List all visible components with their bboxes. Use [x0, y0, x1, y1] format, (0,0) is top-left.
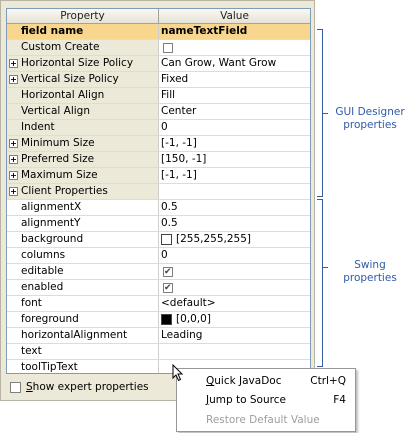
property-name: [7, 328, 159, 343]
gui-designer-brace-tick: [322, 113, 328, 114]
property-value-text: 0.5: [161, 217, 178, 229]
property-value-text: Fixed: [161, 73, 189, 85]
table-body: [7, 24, 310, 374]
property-value[interactable]: [159, 56, 310, 71]
property-name-text: enabled: [21, 281, 64, 293]
property-name: [7, 168, 159, 183]
property-name-text: background: [21, 233, 84, 245]
property-name-text: font: [21, 297, 42, 309]
property-name: [7, 216, 159, 231]
shortcut-label: F4: [333, 394, 346, 406]
property-name-text: Vertical Size Policy: [21, 73, 119, 85]
property-value-text: [-1, -1]: [161, 169, 197, 181]
property-value[interactable]: [159, 216, 310, 231]
property-name-text: Horizontal Align: [21, 89, 105, 101]
property-name: [7, 312, 159, 327]
property-name: [7, 136, 159, 151]
swing-brace-tick: [322, 267, 328, 268]
table-row[interactable]: [7, 216, 310, 232]
property-name-text: toolTipText: [21, 361, 78, 373]
table-row[interactable]: [7, 344, 310, 360]
property-name: [7, 248, 159, 263]
swing-brace: [317, 199, 323, 367]
property-value[interactable]: [159, 88, 310, 103]
value-checkbox[interactable]: [163, 43, 173, 53]
swing-annotation: Swing properties: [343, 259, 397, 284]
property-value[interactable]: [159, 312, 310, 327]
table-row[interactable]: [7, 328, 310, 344]
property-value[interactable]: [159, 328, 310, 343]
property-value[interactable]: [159, 40, 310, 55]
property-value[interactable]: [159, 168, 310, 183]
property-value[interactable]: [159, 344, 310, 359]
property-name-text: alignmentX: [21, 201, 82, 213]
shortcut-label: Ctrl+Q: [310, 375, 346, 387]
menu-item-jump-to-source[interactable]: Jump to Source F4: [206, 394, 346, 406]
property-value-text: Center: [161, 105, 197, 117]
show-expert-properties[interactable]: [10, 381, 149, 393]
property-value[interactable]: [159, 296, 310, 311]
property-value[interactable]: [159, 184, 310, 199]
property-value-text: Can Grow, Want Grow: [161, 57, 277, 69]
property-value[interactable]: [159, 280, 310, 295]
table-row[interactable]: [7, 280, 310, 296]
table-row[interactable]: [7, 120, 310, 136]
table-row[interactable]: [7, 168, 310, 184]
table-row[interactable]: [7, 24, 310, 40]
property-name-text: Client Properties: [21, 185, 108, 197]
property-value[interactable]: [159, 152, 310, 167]
property-name: [7, 56, 159, 71]
table-row[interactable]: [7, 200, 310, 216]
property-name-text: field name: [21, 25, 84, 37]
table-row[interactable]: [7, 104, 310, 120]
property-value[interactable]: [159, 104, 310, 119]
table-row[interactable]: [7, 184, 310, 200]
property-value[interactable]: [159, 200, 310, 215]
mouse-cursor-icon: [172, 364, 184, 382]
expand-icon[interactable]: +: [10, 171, 17, 180]
property-name: [7, 344, 159, 359]
property-name-text: columns: [21, 249, 66, 261]
property-value[interactable]: [159, 264, 310, 279]
color-swatch-icon: [161, 234, 172, 245]
property-name: [7, 184, 159, 199]
property-name-text: Indent: [21, 121, 55, 133]
property-name-text: Vertical Align: [21, 105, 90, 117]
table-row[interactable]: [7, 72, 310, 88]
property-value-text: 0: [161, 249, 168, 261]
property-name-text: horizontalAlignment: [21, 329, 128, 341]
property-value-text: Fill: [161, 89, 176, 101]
property-value-text: [255,255,255]: [176, 233, 251, 245]
property-value-text: nameTextField: [161, 25, 248, 37]
property-name-text: alignmentY: [21, 217, 81, 229]
property-name: [7, 152, 159, 167]
property-name: [7, 200, 159, 215]
property-value-text: 0: [161, 121, 168, 133]
property-name: [7, 296, 159, 311]
property-column-header[interactable]: Property: [7, 9, 159, 23]
table-row[interactable]: [7, 248, 310, 264]
property-name: [7, 120, 159, 135]
property-name: [7, 40, 159, 55]
property-table: [6, 8, 311, 374]
property-name: [7, 88, 159, 103]
property-value-text: <default>: [161, 297, 216, 309]
property-value[interactable]: [159, 248, 310, 263]
property-value-text: Leading: [161, 329, 203, 341]
expert-checkbox[interactable]: [10, 382, 21, 393]
value-checkbox[interactable]: [163, 267, 173, 277]
color-swatch-icon: [161, 314, 172, 325]
property-name: [7, 232, 159, 247]
table-row[interactable]: [7, 232, 310, 248]
property-name-text: Maximum Size: [21, 169, 98, 181]
property-name: [7, 104, 159, 119]
table-header: [7, 9, 310, 24]
value-checkbox[interactable]: [163, 283, 173, 293]
menu-item-quick-javadoc[interactable]: Quick JavaDoc Ctrl+Q: [206, 375, 346, 387]
property-name-text: Minimum Size: [21, 137, 95, 149]
property-name: [7, 264, 159, 279]
property-name-text: Custom Create: [21, 41, 100, 53]
expand-icon[interactable]: +: [10, 155, 17, 164]
table-row[interactable]: [7, 296, 310, 312]
property-name: [7, 24, 159, 39]
table-row[interactable]: [7, 136, 310, 152]
property-name-text: foreground: [21, 313, 79, 325]
property-name-text: editable: [21, 265, 64, 277]
expert-label: Show expert properties: [26, 381, 149, 393]
gui-designer-annotation: GUI Designer properties: [335, 106, 405, 131]
table-row[interactable]: [7, 40, 310, 56]
property-value[interactable]: [159, 120, 310, 135]
table-row[interactable]: [7, 152, 310, 168]
property-value[interactable]: [159, 136, 310, 151]
expand-icon[interactable]: +: [10, 75, 17, 84]
property-value[interactable]: [159, 232, 310, 247]
property-name: [7, 72, 159, 87]
property-name-text: Preferred Size: [21, 153, 95, 165]
table-row[interactable]: [7, 88, 310, 104]
property-name: [7, 360, 159, 374]
property-value-text: 0.5: [161, 201, 178, 213]
expand-icon[interactable]: +: [10, 187, 17, 196]
value-column-header[interactable]: Value: [220, 10, 249, 22]
property-name-text: text: [21, 345, 42, 357]
menu-item-restore-default-value: Restore Default Value: [206, 414, 320, 426]
property-value[interactable]: [159, 24, 310, 39]
table-row[interactable]: [7, 56, 310, 72]
property-value-text: [0,0,0]: [176, 313, 211, 325]
property-name-text: Horizontal Size Policy: [21, 57, 134, 69]
context-menu: [176, 368, 356, 432]
expand-icon[interactable]: +: [10, 59, 17, 68]
property-name: [7, 280, 159, 295]
table-row[interactable]: [7, 312, 310, 328]
table-row[interactable]: [7, 264, 310, 280]
property-value-text: [-1, -1]: [161, 137, 197, 149]
expand-icon[interactable]: +: [10, 139, 17, 148]
property-value[interactable]: [159, 72, 310, 87]
property-value-text: [150, -1]: [161, 153, 207, 165]
